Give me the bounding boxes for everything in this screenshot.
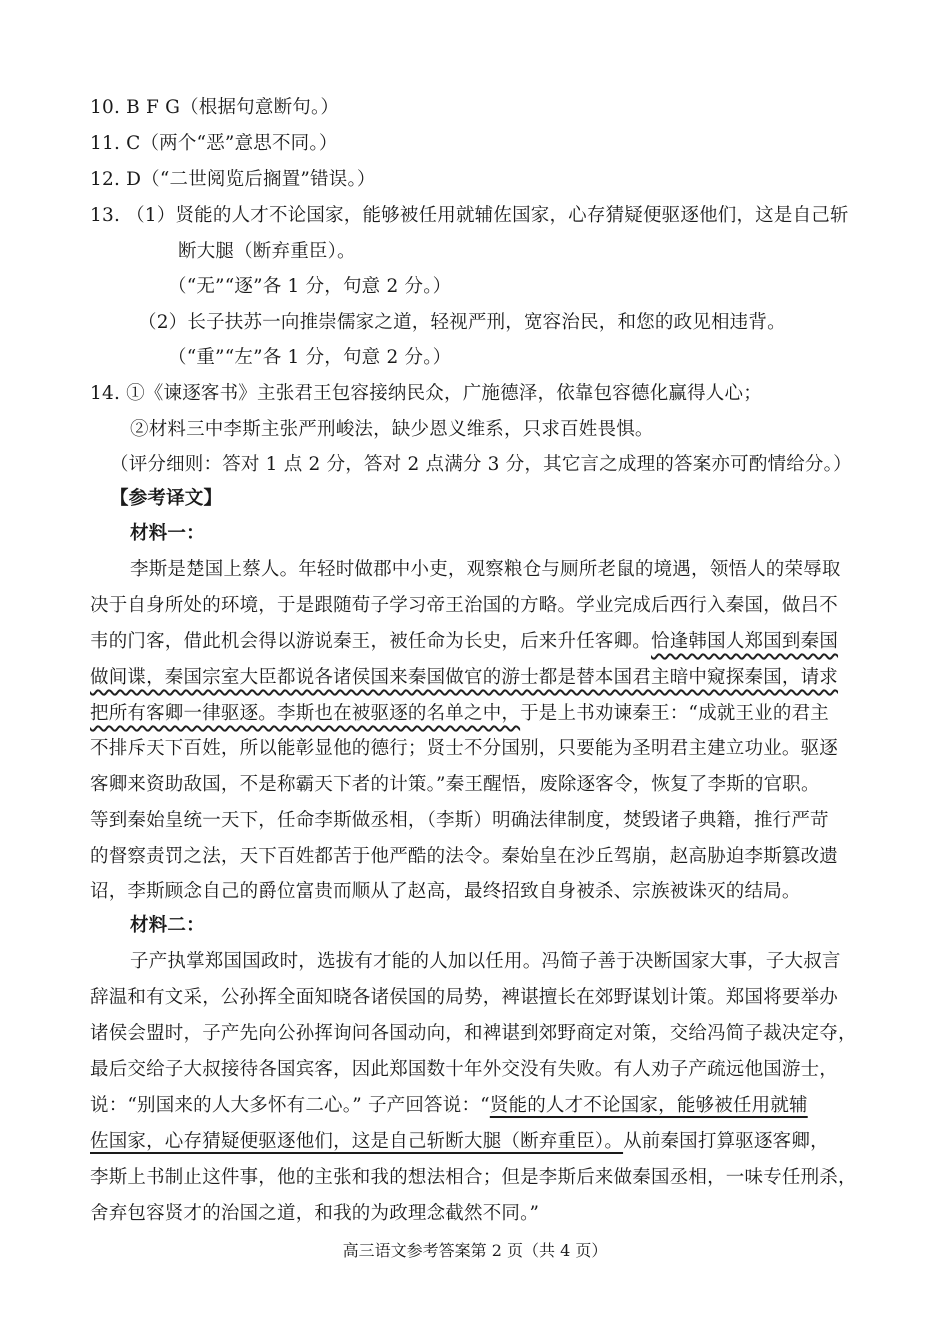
material-1-line-1: 李斯是楚国上蔡人。年轻时做郡中小吏，观察粮仓与厕所老鼠的境遇，领悟人的荣辱取 [130,559,841,580]
material-2-underline-2: 佐国家，心存猜疑便驱逐他们，这是自己斩断大腿（断弃重臣）。 [90,1131,624,1152]
translation-heading: 【参考译文】 [110,488,223,509]
material-2-line-4: 最后交给子大叔接待各国宾客，因此郑国数十年外交没有失败。有人劝子产疏远他国游士， [90,1059,839,1080]
material-2-line-6 [90,1130,829,1154]
material-1-highlight-1: 恰逢韩国人郑国到秦国 [651,631,839,652]
material-1-highlight-2: 做间谍，秦国宗室大臣都说各诸侯国来秦国做官的游士都是替本国君主暗中窥探秦国，请求 [90,667,839,688]
material-1-line-3 [90,630,838,654]
material-1-line-10: 诏，李斯顾念自己的爵位富贵而顺从了赵高，最终招致自身被杀、宗族被诛灭的结局。 [90,881,801,902]
material-2-line-5-text: 说：“别国来的人大多怀有二心。” 子产回答说：“ [90,1095,490,1116]
material-2-line-5 [90,1094,808,1118]
material-1-title: 材料一： [130,523,205,544]
material-2-line-8: 舍弃包容贤才的治国之道，和我的为政理念截然不同。” [90,1203,540,1224]
material-1-highlight-3: 把所有客卿一律驱逐。李斯也在被驱逐的名单之中， [90,703,521,724]
material-1-line-9: 的督察责罚之法，天下百姓都苦于他严酷的法令。秦始皇在沙丘驾崩，赵高胁迫李斯篡改遗 [90,846,839,867]
answer-13-line-1: 13. （1）贤能的人才不论国家，能够被任用就辅佐国家，心存猜疑便驱逐他们，这是自己斩 [90,205,849,226]
answer-14-scoring: （评分细则：答对 1 点 2 分，答对 2 点满分 3 分，其它言之成理的答案亦可酌情给分。） [110,454,852,475]
material-1-line-7: 客卿来资助敌国，不是称霸天下者的计策。”秦王醒悟，废除逐客令，恢复了李斯的官职。 [90,774,820,795]
page-footer: 高三语文参考答案第 2 页（共 4 页） [342,1241,608,1260]
answer-11: 11. C（两个“恶”意思不同。） [90,133,338,154]
material-1-line-5-text: 于是上书劝谏秦王：“成就王业的君主 [520,703,829,724]
answer-13-scoring-1: （“无”“逐”各 1 分，句意 2 分。） [168,276,452,297]
answer-13-scoring-2: （“重”“左”各 1 分，句意 2 分。） [168,347,452,368]
material-2-line-6-text: 从前秦国打算驱逐客卿， [623,1131,829,1152]
material-1-line-6: 不排斥天下百姓，所以能彰显他的德行；贤士不分国别，只要能为圣明君主建立功业。驱逐 [90,738,839,759]
material-2-line-1: 子产执掌郑国国政时，选拔有才能的人加以任用。冯简子善于决断国家大事，子大叔言 [130,951,841,972]
material-2-line-3: 诸侯会盟时，子产先向公孙挥询问各国动向，和裨谌到郊野商定对策，交给冯简子裁决定夺， [90,1023,857,1044]
material-1-line-2: 决于自身所处的环境，于是跟随荀子学习帝王治国的方略。学业完成后西行入秦国，做吕不 [90,595,839,616]
answer-14-line-1: 14. ①《谏逐客书》主张君王包容接纳民众，广施德泽，依靠包容德化赢得人心； [90,383,762,404]
answer-14-line-2: ②材料三中李斯主张严刑峻法，缺少恩义维系，只求百姓畏惧。 [130,419,654,440]
answer-10: 10. B F G（根据句意断句。） [90,97,340,118]
material-2-title: 材料二： [130,915,205,936]
answer-13-line-2: 断大腿（断弃重臣）。 [178,241,356,262]
material-1-line-5 [90,702,829,726]
material-1-line-8: 等到秦始皇统一天下，任命李斯做丞相，（李斯）明确法律制度，焚毁诸子典籍，推行严苛 [90,810,829,831]
material-2-underline-1: 贤能的人才不论国家，能够被任用就辅 [489,1095,808,1116]
material-2-line-7: 李斯上书制止这件事，他的主张和我的想法相合；但是李斯后来做秦国丞相，一味专任刑杀， [90,1167,857,1188]
material-2-line-2: 辞温和有文采，公孙挥全面知晓各诸侯国的局势，裨谌擅长在郊野谋划计策。郑国将要举办 [90,987,839,1008]
answer-13-line-3: （2）长子扶苏一向推崇儒家之道，轻视严刑，宽容治民，和您的政见相违背。 [138,312,786,333]
answer-12: 12. D（“二世阅览后搁置”错误。） [90,169,376,190]
material-1-line-3-text: 韦的门客，借此机会得以游说秦王，被任命为长史，后来升任客卿。 [90,631,652,652]
